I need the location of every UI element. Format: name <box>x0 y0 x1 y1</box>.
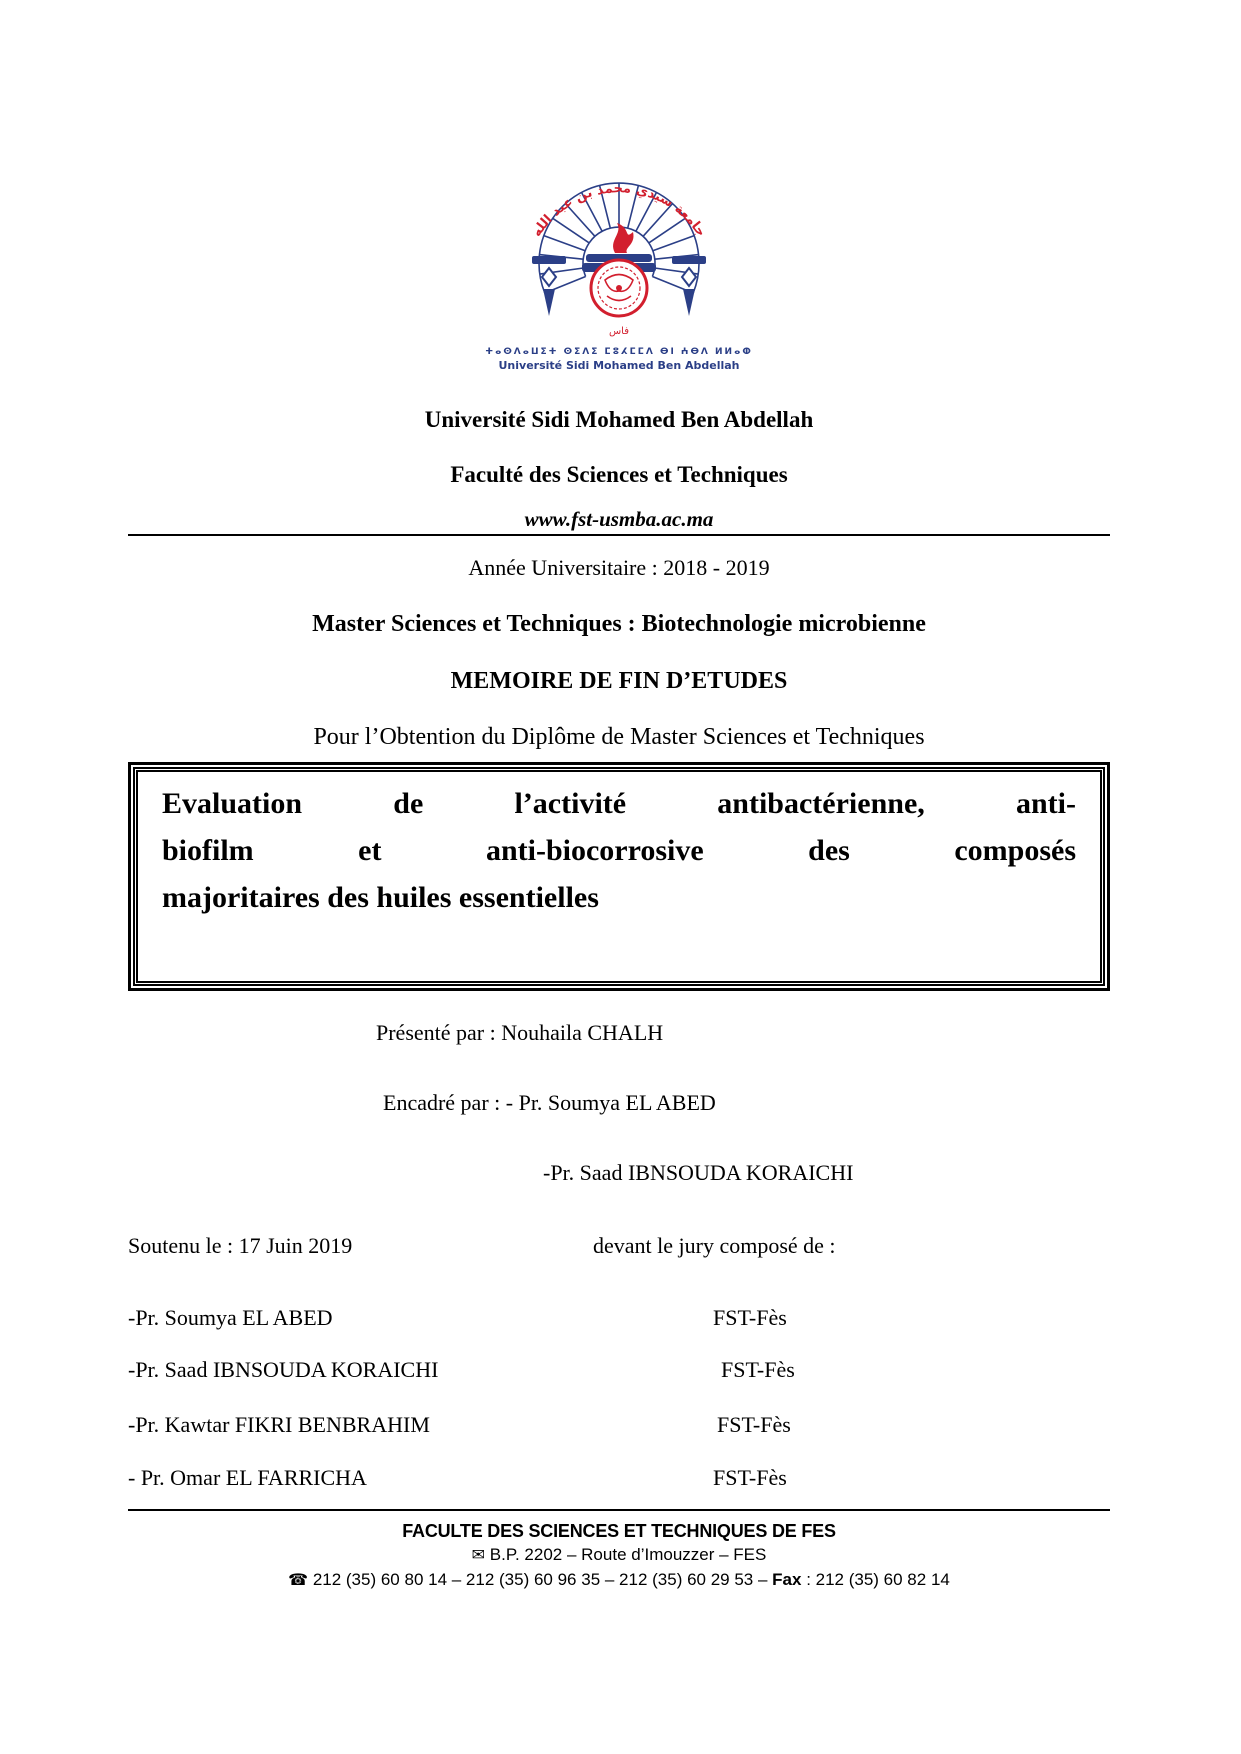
jury-intro: devant le jury composé de : <box>593 1233 836 1258</box>
logo-caption: Université Sidi Mohamed Ben Abdellah <box>498 359 740 372</box>
jury-member-affiliation: FST-Fès <box>717 1412 791 1437</box>
jury-member-affiliation: FST-Fès <box>713 1465 787 1490</box>
logo-fes-label: فاس <box>608 326 630 337</box>
thesis-title-box <box>128 762 1110 991</box>
mail-icon: ✉ <box>471 1545 486 1564</box>
defense-date: Soutenu le : 17 Juin 2019 <box>128 1233 353 1258</box>
university-logo <box>128 0 1110 372</box>
jury-list <box>128 1304 1110 1491</box>
jury-row <box>128 1411 1110 1438</box>
academic-year: Année Universitaire : 2018 - 2019 <box>468 555 770 580</box>
website-url: www.fst-usmba.ac.ma <box>524 507 714 531</box>
medallion-icon <box>591 260 647 316</box>
thesis-title-line-3: majoritaires des huiles essentielles <box>162 881 599 914</box>
jury-member-name: -Pr. Saad IBNSOUDA KORAICHI <box>128 1357 439 1382</box>
jury-member-affiliation: FST-Fès <box>721 1357 795 1382</box>
jury-row <box>128 1464 1110 1491</box>
jury-member-name: - Pr. Omar EL FARRICHA <box>128 1465 367 1490</box>
second-supervisor-line: -Pr. Saad IBNSOUDA KORAICHI <box>543 1160 854 1185</box>
document-type: MEMOIRE DE FIN D’ETUDES <box>450 668 788 694</box>
purpose-line: Pour l’Obtention du Diplôme de Master Sciences et Techniques <box>313 724 925 750</box>
footer-phone-numbers: 212 (35) 60 80 14 – 212 (35) 60 96 35 – 212 (35) 60 29 53 – <box>312 1570 773 1589</box>
page-footer <box>128 1521 1110 1589</box>
footer-divider <box>128 1509 1110 1511</box>
footer-address-text: B.P. 2202 – Route d’Imouzzer – FES <box>489 1545 767 1564</box>
university-emblem-graphic <box>474 168 764 340</box>
jury-row <box>128 1304 1110 1331</box>
thesis-title-line-1: Evaluation de l’activité antibactérienne, anti- <box>162 787 1076 820</box>
faculty-name: Faculté des Sciences et Techniques <box>450 462 788 487</box>
phone-icon: ☎ <box>288 1570 309 1589</box>
university-name: Université Sidi Mohamed Ben Abdellah <box>424 407 814 432</box>
jury-member-affiliation: FST-Fès <box>713 1305 787 1330</box>
logo-arabic-arc-text: جامعة سيدي محمد بن عبد الله <box>529 181 709 240</box>
footer-fax-label: Fax <box>772 1570 802 1589</box>
footer-faculty-name: FACULTE DES SCIENCES ET TECHNIQUES DE FES <box>402 1521 836 1541</box>
footer-fax-number: : 212 (35) 60 82 14 <box>801 1570 950 1589</box>
thesis-title-line-2: biofilm et anti-biocorrosive des composés <box>162 834 1076 867</box>
supervised-by-line: Encadré par : - Pr. Soumya EL ABED <box>383 1090 716 1115</box>
jury-row <box>128 1356 1110 1383</box>
jury-member-name: -Pr. Soumya EL ABED <box>128 1305 333 1330</box>
header-divider <box>128 534 1110 536</box>
jury-member-name: -Pr. Kawtar FIKRI BENBRAHIM <box>128 1412 430 1437</box>
logo-tifinagh-caption: ⵜⴰⵙⴷⴰⵡⵉⵜ ⵙⵉⴷⵉ ⵎⵓⵃⵎⵎⴷ ⴱⵏ ⵄⴱⴷ ⵍⵍⴰⵀ <box>485 347 753 357</box>
program-title: Master Sciences et Techniques : Biotechnologie microbienne <box>312 611 926 637</box>
defense-row <box>128 1232 1110 1259</box>
presented-by-line: Présenté par : Nouhaila CHALH <box>376 1020 664 1045</box>
